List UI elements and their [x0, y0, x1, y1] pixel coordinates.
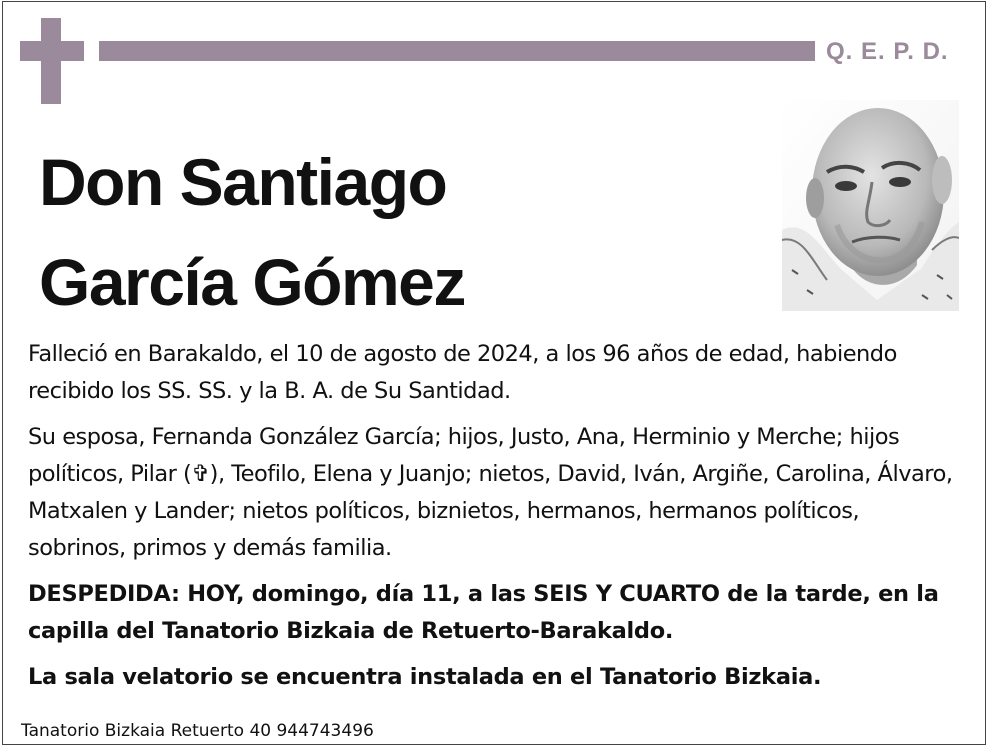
funeral-home-footer: Tanatorio Bizkaia Retuerto 40 944743496	[21, 721, 374, 741]
deceased-name-line-2: García Gómez	[39, 245, 465, 319]
notice-body	[28, 336, 958, 705]
cross-vertical-beam	[41, 18, 61, 104]
cross-horizontal-beam	[20, 41, 84, 61]
deceased-name-line-1: Don Santiago	[39, 145, 447, 219]
farewell-paragraph: DESPEDIDA: HOY, domingo, día 11, a las SEIS Y CUARTO de la tarde, en la capilla del Tanatorio Bizkaia de Retuerto-Barakaldo.	[28, 581, 939, 644]
obituary-notice	[2, 1, 986, 745]
qepd-label: Q. E. P. D.	[826, 38, 949, 65]
death-paragraph: Falleció en Barakaldo, el 10 de agosto de 2024, a los 96 años de edad, habiendo recibido los SS. SS. y la B. A. de Su Santidad.	[28, 341, 897, 404]
header-rule	[99, 41, 815, 61]
portrait-photo	[782, 100, 959, 311]
deceased-name	[39, 132, 465, 332]
wake-paragraph: La sala velatorio se encuentra instalada en el Tanatorio Bizkaia.	[28, 664, 822, 690]
family-paragraph: Su esposa, Fernanda González García; hijos, Justo, Ana, Herminio y Merche; hijos políticos, Pilar (✞), Teofilo, Elena y Juanjo; nietos, David, Iván, Argiñe, Carolina, Álvaro, Matxalen y Lander; nietos políticos, biznietos, hermanos, hermanos políticos, sobrinos, primos y demás familia.	[28, 424, 953, 561]
latin-cross-icon	[20, 18, 84, 104]
